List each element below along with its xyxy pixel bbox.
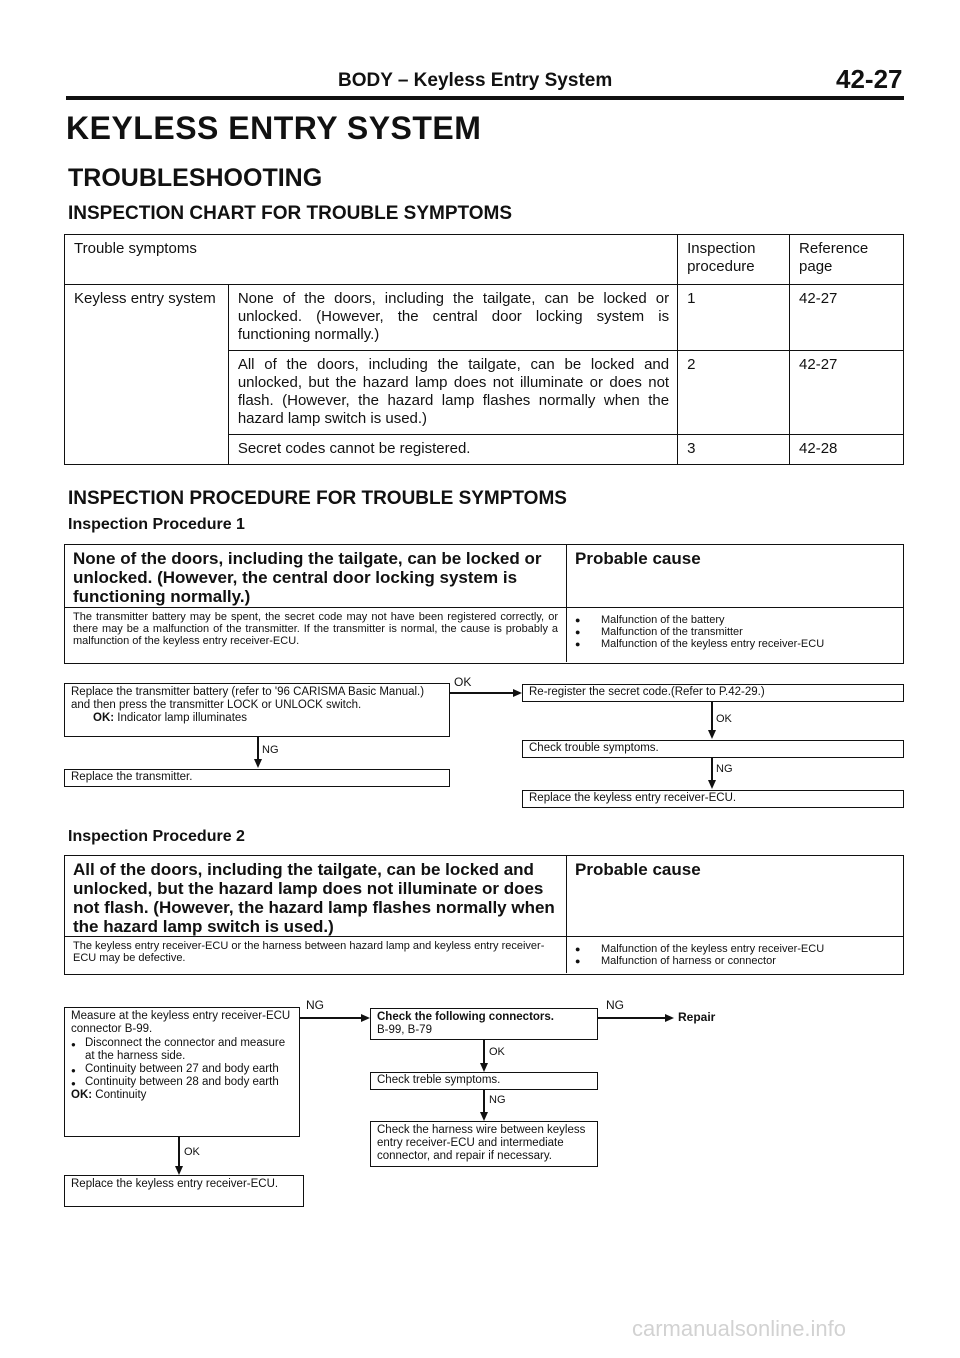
step-text: Replace the transmitter battery (refer to '96 CARISMA Basic Manual.) and then press the transmitter LOCK or UNLOCK switch. bbox=[71, 686, 425, 711]
arrow-down-icon bbox=[175, 1166, 183, 1175]
list-item: ● Continuity between 27 and body earth bbox=[71, 1063, 293, 1076]
reference-page: 42-27 bbox=[790, 285, 904, 351]
flow-measure-connector bbox=[64, 1007, 300, 1137]
ng-label: NG bbox=[262, 744, 279, 756]
connector-line bbox=[483, 1040, 485, 1064]
connector-line bbox=[257, 737, 259, 759]
proc1-symptom: None of the doors, including the tailgate, can be locked or unlocked. (However, the central door locking system is functioning normally.) bbox=[65, 545, 567, 607]
reference-page: 42-28 bbox=[790, 435, 904, 465]
symptom-table-header bbox=[65, 235, 904, 285]
arrow-down-icon bbox=[254, 759, 262, 768]
arrow-down-icon bbox=[480, 1112, 488, 1121]
step-text: Measure at the keyless entry receiver-ECU connector B-99. bbox=[71, 1010, 291, 1035]
proc1-box bbox=[64, 544, 904, 664]
running-header-title: BODY – Keyless Entry System bbox=[338, 70, 613, 91]
flow-repair: Repair bbox=[678, 1010, 716, 1024]
connector-list: B-99, B-79 bbox=[377, 1024, 432, 1036]
ok-label: OK: bbox=[93, 712, 115, 724]
watermark: carmanualsonline.info bbox=[632, 1316, 847, 1341]
symptom-text: None of the doors, including the tailgate, can be locked or unlocked. (However, the central door locking system is functioning normally.) bbox=[228, 285, 677, 351]
procedure-heading: INSPECTION PROCEDURE FOR TROUBLE SYMPTOMS bbox=[68, 488, 567, 509]
arrow-down-icon bbox=[480, 1063, 488, 1072]
proc2-description: The keyless entry receiver-ECU or the harness between hazard lamp and keyless entry receiver-ECU may be defective. bbox=[65, 937, 567, 973]
page-number: 42-27 bbox=[836, 64, 903, 94]
flow-check-connectors bbox=[370, 1008, 598, 1040]
ok-label: OK bbox=[184, 1146, 200, 1158]
arrow-down-icon bbox=[708, 780, 716, 789]
ok-label: OK bbox=[454, 675, 472, 689]
connector-line bbox=[711, 702, 713, 732]
step-text: Check the following connectors. bbox=[377, 1011, 554, 1023]
flow-replace-battery bbox=[64, 683, 450, 737]
arrow-right-icon bbox=[513, 689, 522, 697]
arrow-right-icon bbox=[665, 1014, 674, 1022]
header-procedure: Inspection procedure bbox=[678, 235, 790, 285]
reference-page: 42-27 bbox=[790, 351, 904, 435]
flow-check-harness: Check the harness wire between keyless entry receiver-ECU and intermediate connector, and repair if necessary. bbox=[370, 1121, 598, 1167]
proc1-title: Inspection Procedure 1 bbox=[68, 516, 245, 533]
procedure-number: 2 bbox=[678, 351, 790, 435]
main-title: KEYLESS ENTRY SYSTEM bbox=[66, 110, 482, 146]
list-item: ● Disconnect the connector and measure at the harness side. bbox=[71, 1037, 293, 1063]
ng-label: NG bbox=[716, 763, 733, 775]
flow-reregister: Re-register the secret code.(Refer to P.42-29.) bbox=[522, 684, 904, 702]
proc2-box bbox=[64, 855, 904, 975]
connector-line bbox=[483, 1090, 485, 1114]
ng-label: NG bbox=[606, 998, 624, 1012]
table-row bbox=[65, 285, 904, 351]
ng-label: NG bbox=[489, 1094, 506, 1106]
chart-heading: INSPECTION CHART FOR TROUBLE SYMPTOMS bbox=[68, 203, 513, 224]
list-item: ● Malfunction of the battery bbox=[575, 614, 893, 626]
list-item: ● Malfunction of the keyless entry receiver-ECU bbox=[575, 638, 893, 650]
proc1-causes bbox=[565, 611, 903, 653]
procedure-number: 1 bbox=[678, 285, 790, 351]
flow-replace-transmitter: Replace the transmitter. bbox=[64, 769, 450, 787]
ok-label: OK: bbox=[71, 1089, 93, 1101]
proc1-description: The transmitter battery may be spent, the secret code may not have been registered correctly, or there may be a malfunction of the transmitter. If the transmitter is normal, the cause is probably a malfunction of the keyless entry receiver-ECU. bbox=[65, 608, 567, 662]
proc2-symptom: All of the doors, including the tailgate, can be locked and unlocked, but the hazard lamp does not illuminate or does not flash. (However, the hazard lamp flashes normally when the hazard lamp switch is used.) bbox=[65, 856, 567, 936]
procedure-number: 3 bbox=[678, 435, 790, 465]
list-item: ● Malfunction of harness or connector bbox=[575, 955, 893, 967]
proc2-title: Inspection Procedure 2 bbox=[68, 828, 245, 845]
system-name: Keyless entry system bbox=[65, 285, 229, 465]
arrow-down-icon bbox=[708, 730, 716, 739]
list-item: ● Continuity between 28 and body earth bbox=[71, 1076, 293, 1089]
symptom-table bbox=[64, 234, 904, 465]
connector-line bbox=[598, 1017, 666, 1019]
symptom-text: Secret codes cannot be registered. bbox=[228, 435, 677, 465]
header-rule bbox=[66, 96, 904, 100]
connector-line bbox=[300, 1017, 362, 1019]
header-reference: Reference page bbox=[790, 235, 904, 285]
symptom-text: All of the doors, including the tailgate, can be locked and unlocked, but the hazard lamp does not illuminate or does not flash. (However, the hazard lamp flashes normally when the hazard lamp switch is used.) bbox=[228, 351, 677, 435]
flow-replace-ecu: Replace the keyless entry receiver-ECU. bbox=[522, 790, 904, 808]
ok-criteria: Continuity bbox=[95, 1089, 147, 1101]
arrow-right-icon bbox=[361, 1014, 370, 1022]
header-symptoms: Trouble symptoms bbox=[65, 235, 678, 285]
flow-check-treble: Check treble symptoms. bbox=[370, 1072, 598, 1090]
connector-line bbox=[711, 758, 713, 780]
list-item: ● Malfunction of the transmitter bbox=[575, 626, 893, 638]
flow-replace-ecu: Replace the keyless entry receiver-ECU. bbox=[64, 1175, 304, 1207]
ok-label: OK bbox=[716, 713, 732, 725]
list-item: ● Malfunction of the keyless entry receiver-ECU bbox=[575, 943, 893, 955]
flow-check-symptoms: Check trouble symptoms. bbox=[522, 740, 904, 758]
connector-line bbox=[178, 1137, 180, 1167]
proc1-probable-cause-label: Probable cause bbox=[575, 549, 701, 568]
proc2-causes bbox=[565, 940, 903, 970]
ok-criteria: Indicator lamp illuminates bbox=[117, 712, 248, 724]
proc2-probable-cause-label: Probable cause bbox=[575, 860, 701, 879]
section-title: TROUBLESHOOTING bbox=[68, 164, 323, 192]
ok-label: OK bbox=[489, 1046, 505, 1058]
connector-line bbox=[450, 692, 514, 694]
ng-label: NG bbox=[306, 998, 324, 1012]
